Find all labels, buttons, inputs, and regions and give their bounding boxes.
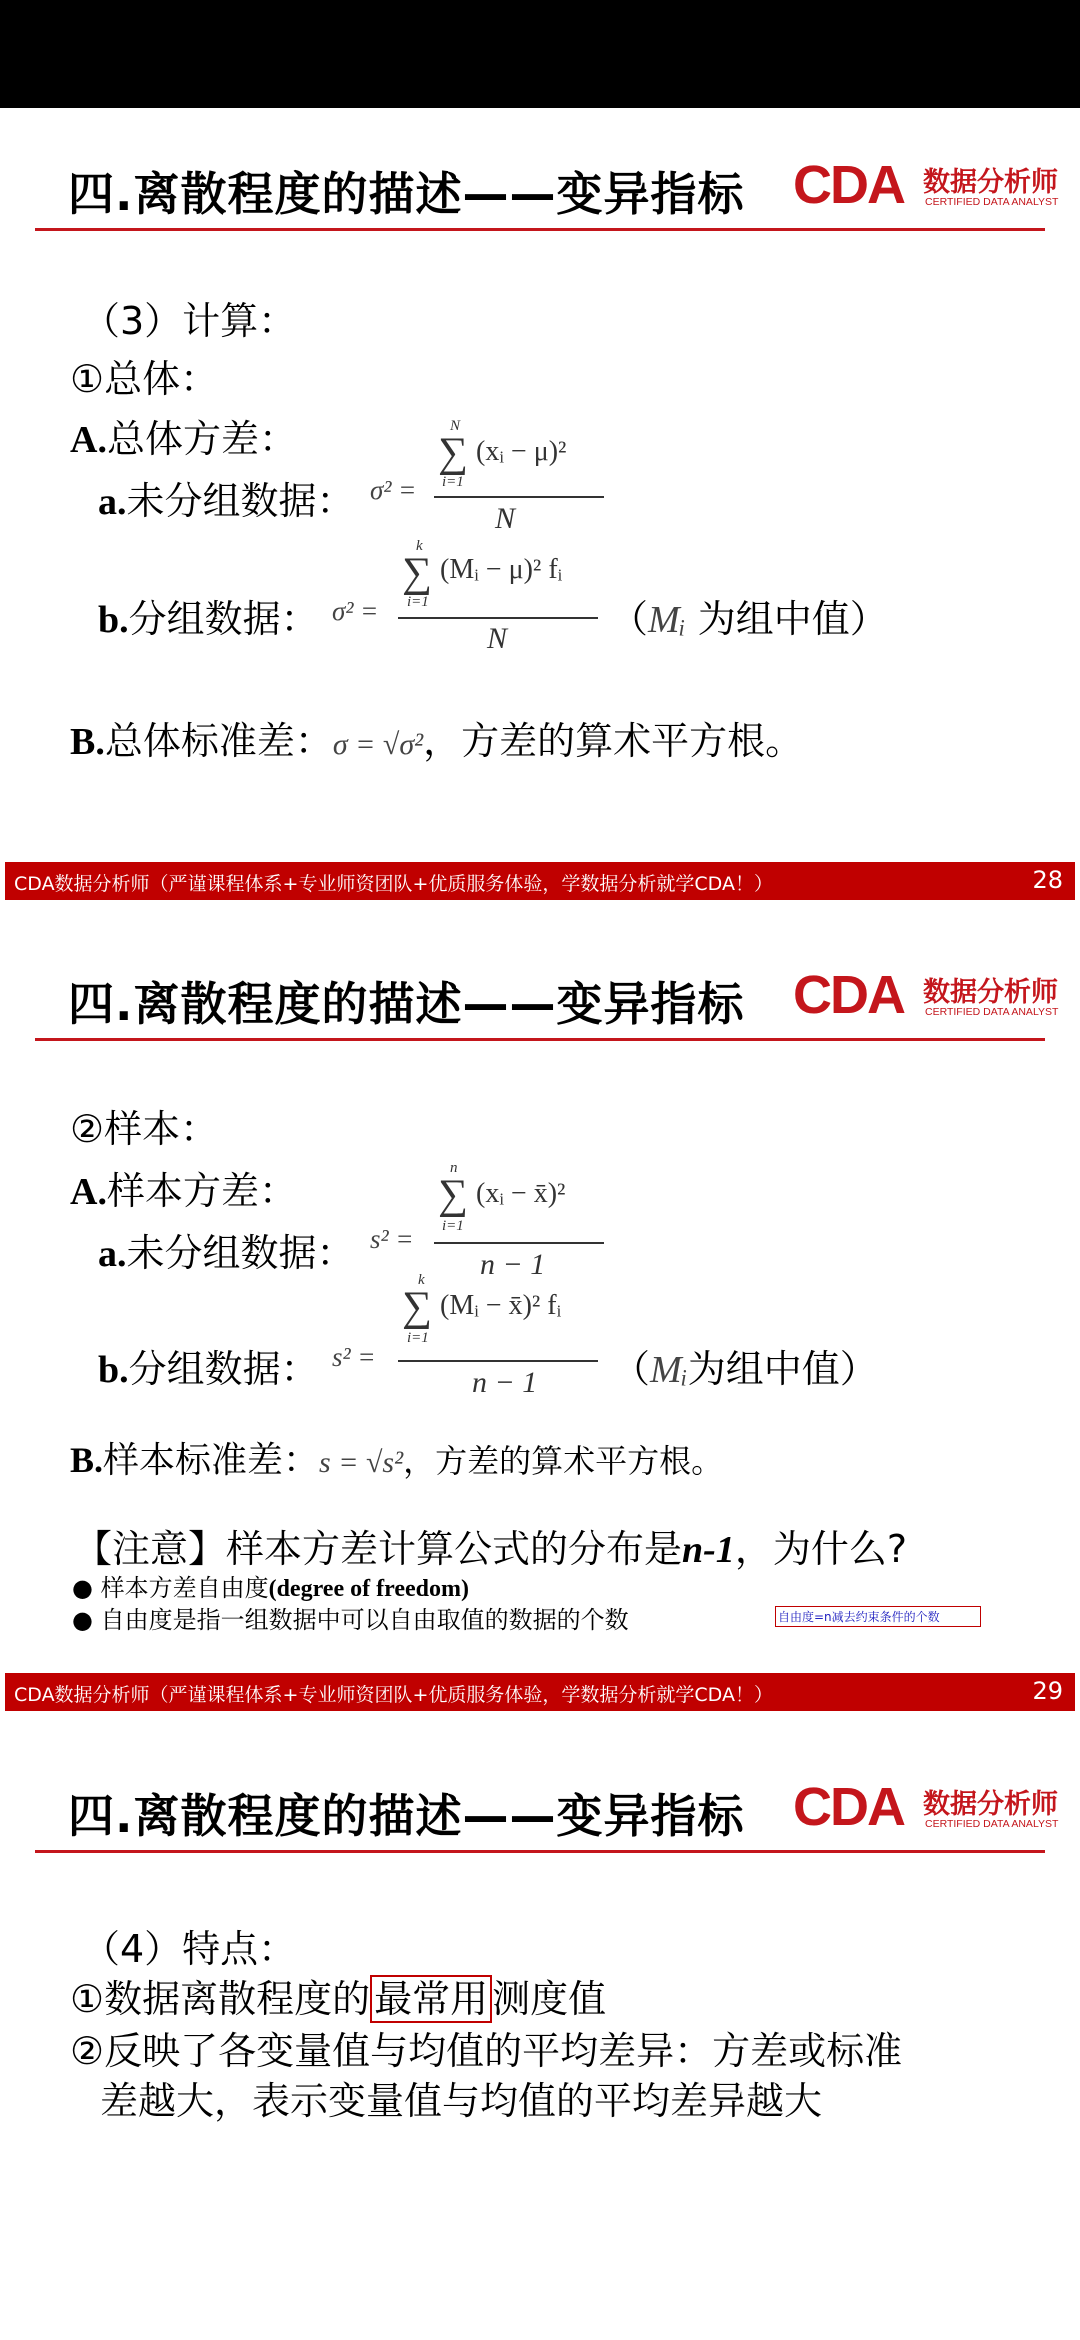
fraction-bar <box>434 496 604 498</box>
slide-footer <box>5 862 1075 900</box>
section-heading: （4）特点： <box>82 1927 297 1971</box>
logo-cn-text: 数据分析师 <box>923 1789 1058 1820</box>
population-variance-heading: A.总体方差： <box>70 417 297 461</box>
page-number: 29 <box>1032 1677 1063 1705</box>
slide-title: 四.离散程度的描述——变异指标 <box>68 977 745 1031</box>
highlight-box: 最常用 <box>370 1975 492 2023</box>
formula-denominator: N <box>495 502 516 535</box>
title-underline <box>35 228 1045 231</box>
point-2-line-1: ②反映了各变量值与均值的平均差异：方差或标准 <box>70 2029 903 2073</box>
title-underline <box>35 1850 1045 1853</box>
footer-text: CDA数据分析师（严谨课程体系+专业师资团队+优质服务体验，学数据分析就学CDA！） <box>14 1684 773 1706</box>
sum-sigma: ∑ <box>438 430 468 476</box>
formula-denominator: N <box>487 622 508 655</box>
cda-logo <box>793 965 1059 1026</box>
point-2-line-2: 差越大，表示变量值与均值的平均差异越大 <box>100 2079 823 2123</box>
slide-title: 四.离散程度的描述——变异指标 <box>68 167 745 221</box>
population-std-line: B.总体标准差：σ = √σ²，方差的算术平方根。 <box>70 719 804 763</box>
bullet-dof-definition: ● 自由度是指一组数据中可以自由取值的数据的个数 <box>72 1606 629 1634</box>
formula-lhs: σ² = <box>370 475 417 505</box>
ungrouped-label: a.未分组数据： <box>98 1231 355 1275</box>
sum-upper: k <box>418 1272 425 1288</box>
fraction-bar <box>398 1360 598 1362</box>
annotation-box: 自由度=n减去约束条件的个数 <box>775 1606 981 1627</box>
fraction-bar <box>434 1242 604 1244</box>
logo-mark: CDA <box>793 965 904 1025</box>
fraction-bar <box>398 617 598 619</box>
logo-en-text: CERTIFIED DATA ANALYST <box>925 1006 1059 1018</box>
sum-lower: i=1 <box>407 1330 429 1346</box>
cda-logo <box>793 1777 1059 1838</box>
ungrouped-label: a.未分组数据： <box>98 479 355 523</box>
cda-logo <box>793 155 1059 216</box>
grouped-label: b.分组数据： <box>98 1347 319 1391</box>
subsection-sample: ②样本： <box>70 1107 219 1151</box>
formula-lhs: σ² = <box>332 596 379 626</box>
formula-lhs: s² = <box>370 1224 414 1254</box>
formula-lhs: s² = <box>332 1342 376 1372</box>
sum-upper: n <box>450 1160 458 1176</box>
formula-numerator: (xᵢ − x̄)² <box>476 1178 566 1209</box>
title-underline <box>35 1038 1045 1041</box>
formula-numerator: (xᵢ − μ)² <box>476 436 567 467</box>
subsection-population: ①总体： <box>70 357 219 401</box>
bullet-dot: ● <box>72 1606 93 1634</box>
group-midpoint-note: （Mᵢ为组中值） <box>612 1347 878 1391</box>
page-number: 28 <box>1032 866 1063 894</box>
notice-line: 【注意】样本方差计算公式的分布是n-1，为什么? <box>74 1527 907 1571</box>
footer-text: CDA数据分析师（严谨课程体系+专业师资团队+优质服务体验，学数据分析就学CDA！） <box>14 873 773 895</box>
grouped-label: b.分组数据： <box>98 597 319 641</box>
point-1: ①数据离散程度的 最常用 测度值 <box>70 1977 607 2021</box>
sum-sigma: ∑ <box>402 550 432 596</box>
logo-en-text: CERTIFIED DATA ANALYST <box>925 196 1059 208</box>
sum-upper: N <box>450 418 461 434</box>
sum-upper: k <box>416 538 423 554</box>
bullet-dot: ● <box>72 1574 93 1602</box>
section-heading: （3）计算： <box>82 299 297 343</box>
formula-numerator: (Mᵢ − x̄)² fᵢ <box>440 1290 562 1321</box>
logo-cn-text: 数据分析师 <box>923 977 1058 1008</box>
black-top-bar <box>0 0 1080 108</box>
sum-lower: i=1 <box>407 594 429 610</box>
slide-title: 四.离散程度的描述——变异指标 <box>68 1789 745 1843</box>
sum-lower: i=1 <box>442 1218 464 1234</box>
sample-std-line: B.样本标准差：s = √s²，方差的算术平方根。 <box>70 1440 724 1481</box>
bullet-degree-of-freedom: ● 样本方差自由度(degree of freedom) <box>72 1574 469 1602</box>
formula-denominator: n − 1 <box>480 1248 546 1281</box>
logo-mark: CDA <box>793 1777 904 1837</box>
sum-lower: i=1 <box>442 474 464 490</box>
group-midpoint-note: （Mᵢ 为组中值） <box>610 597 888 641</box>
sample-variance-heading: A.样本方差： <box>70 1169 297 1213</box>
logo-cn-text: 数据分析师 <box>923 167 1058 198</box>
sum-sigma: ∑ <box>438 1172 468 1218</box>
formula-denominator: n − 1 <box>472 1366 538 1399</box>
logo-en-text: CERTIFIED DATA ANALYST <box>925 1818 1059 1830</box>
slide-footer <box>5 1673 1075 1711</box>
logo-mark: CDA <box>793 155 904 215</box>
formula-numerator: (Mᵢ − μ)² fᵢ <box>440 554 563 585</box>
sum-sigma: ∑ <box>402 1284 432 1330</box>
